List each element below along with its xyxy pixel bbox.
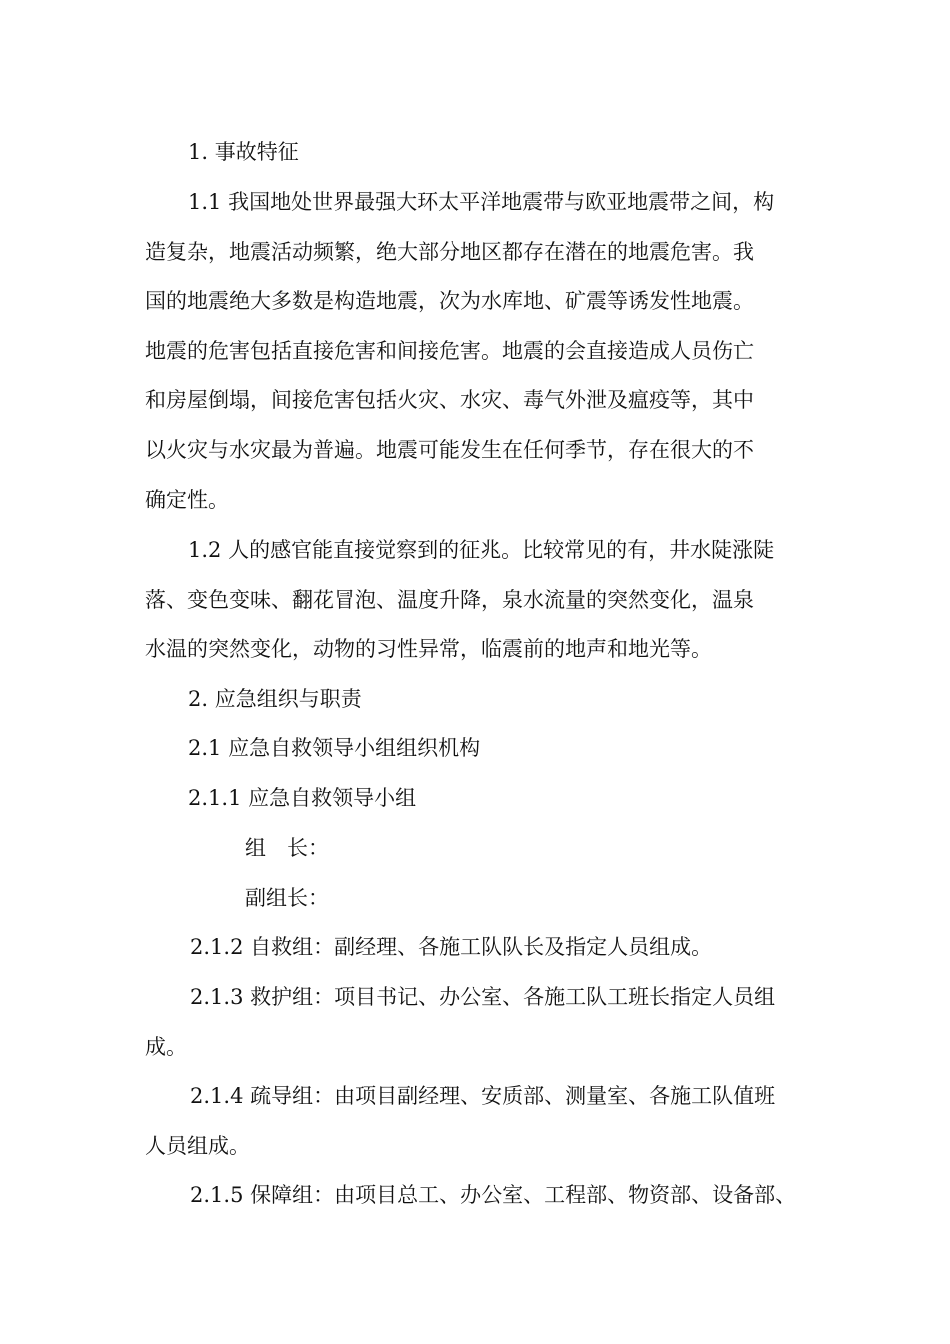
subsection-heading: 2.1 应急自救领导小组组织机构	[188, 736, 481, 760]
role-line: 副组长：	[245, 886, 329, 910]
paragraph-line: 和房屋倒塌，间接危害包括火灾、水灾、毒气外泄及瘟疫等，其中	[145, 388, 754, 412]
paragraph-line: 地震的危害包括直接危害和间接危害。地震的会直接造成人员伤亡	[145, 339, 754, 363]
paragraph-line: 落、变色变味、翻花冒泡、温度升降，泉水流量的突然变化，温泉	[145, 588, 754, 612]
section-heading: 2. 应急组织与职责	[188, 687, 362, 711]
paragraph-line: 造复杂，地震活动频繁，绝大部分地区都存在潜在的地震危害。我	[145, 240, 754, 264]
paragraph-line: 2.1.2 自救组：副经理、各施工队队长及指定人员组成。	[190, 935, 713, 959]
paragraph-line: 2.1.5 保障组：由项目总工、办公室、工程部、物资部、设备部、	[190, 1183, 797, 1207]
paragraph-line: 1.1 我国地处世界最强大环太平洋地震带与欧亚地震带之间，构	[188, 190, 775, 214]
paragraph-line: 水温的突然变化，动物的习性异常，临震前的地声和地光等。	[145, 637, 712, 661]
paragraph-line: 以火灾与水灾最为普遍。地震可能发生在任何季节，存在很大的不	[145, 438, 754, 462]
paragraph-line: 国的地震绝大多数是构造地震，次为水库地、矿震等诱发性地震。	[145, 289, 754, 313]
paragraph-line: 人员组成。	[145, 1134, 250, 1158]
role-line: 组 长：	[245, 836, 329, 860]
paragraph-line: 成。	[145, 1035, 187, 1059]
paragraph-line: 2.1.4 疏导组：由项目副经理、安质部、测量室、各施工队值班	[190, 1084, 776, 1108]
paragraph-line: 确定性。	[145, 488, 229, 512]
subsection-heading: 2.1.1 应急自救领导小组	[188, 786, 417, 810]
section-heading: 1. 事故特征	[188, 140, 299, 164]
paragraph-line: 1.2 人的感官能直接觉察到的征兆。比较常见的有，井水陡涨陡	[188, 538, 775, 562]
paragraph-line: 2.1.3 救护组：项目书记、办公室、各施工队工班长指定人员组	[190, 985, 776, 1009]
